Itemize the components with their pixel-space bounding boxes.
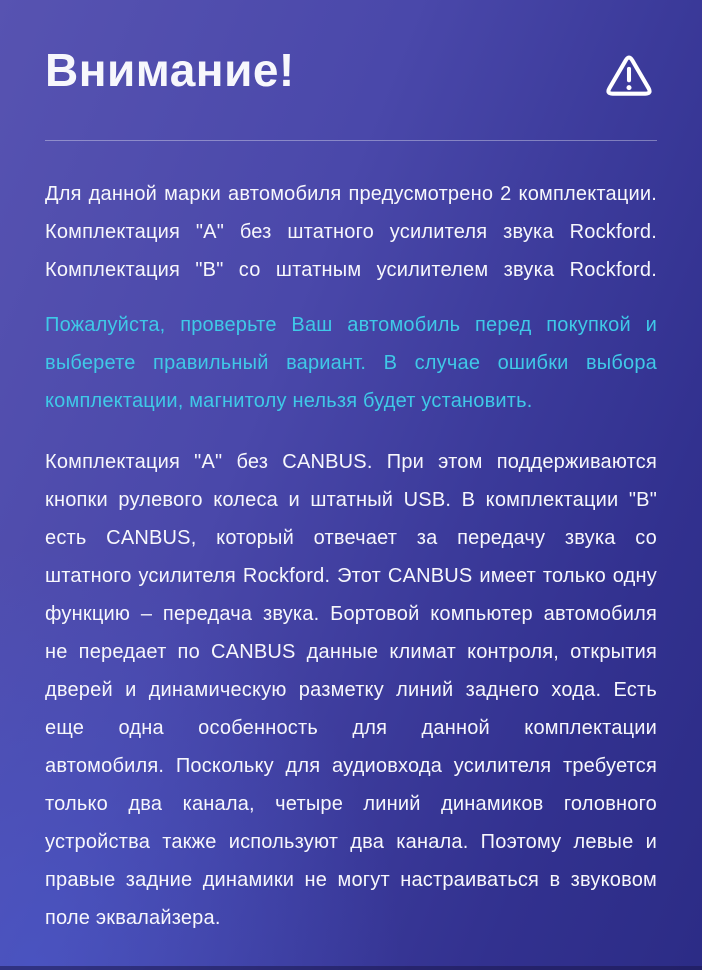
paragraph-canbus-details [45, 443, 657, 937]
paragraph-check-before-buy [45, 306, 657, 420]
text-line: Для данной марки автомобиля предусмотрено 2 комплектации. [45, 183, 657, 205]
text-line: только два канала, четыре линий динамиков головного [45, 793, 657, 815]
text-line: Комплектация "А" без CANBUS. При этом поддерживаются [45, 451, 657, 473]
text-line: комплектации, магнитолу нельзя будет установить. [45, 390, 533, 412]
text-line: штатного усилителя Rockford. Этот CANBUS имеет только одну [45, 565, 657, 587]
slide-header [45, 0, 657, 100]
page-title: Внимание! [45, 44, 295, 96]
text-line: есть CANBUS, который отвечает за передачу звука со [45, 527, 657, 549]
paragraph-trim-levels [45, 175, 657, 289]
text-line: Пожалуйста, проверьте Ваш автомобиль перед покупкой и [45, 314, 657, 336]
text-line: не передает по CANBUS данные климат контроля, открытия [45, 641, 657, 663]
divider [45, 140, 657, 141]
text-line: Комплектация "А" без штатного усилителя звука Rockford. [45, 221, 657, 243]
text-line: Комплектация "В" со штатным усилителем звука Rockford. [45, 259, 657, 281]
warning-triangle-icon [603, 50, 655, 100]
text-line: поле эквалайзера. [45, 907, 221, 929]
text-line: еще одна особенность для данной комплектации [45, 717, 657, 739]
text-line: функцию – передача звука. Бортовой компьютер автомобиля [45, 603, 657, 625]
bottom-edge-strip [0, 966, 702, 970]
text-line: кнопки рулевого колеса и штатный USB. В комплектации "В" [45, 489, 657, 511]
text-line: выберете правильный вариант. В случае ошибки выбора [45, 352, 657, 374]
text-line: правые задние динамики не могут настраиваться в звуковом [45, 869, 657, 891]
text-line: дверей и динамическую разметку линий заднего хода. Есть [45, 679, 657, 701]
text-line: автомобиля. Поскольку для аудиовхода усилителя требуется [45, 755, 657, 777]
text-line: устройства также используют два канала. Поэтому левые и [45, 831, 657, 853]
